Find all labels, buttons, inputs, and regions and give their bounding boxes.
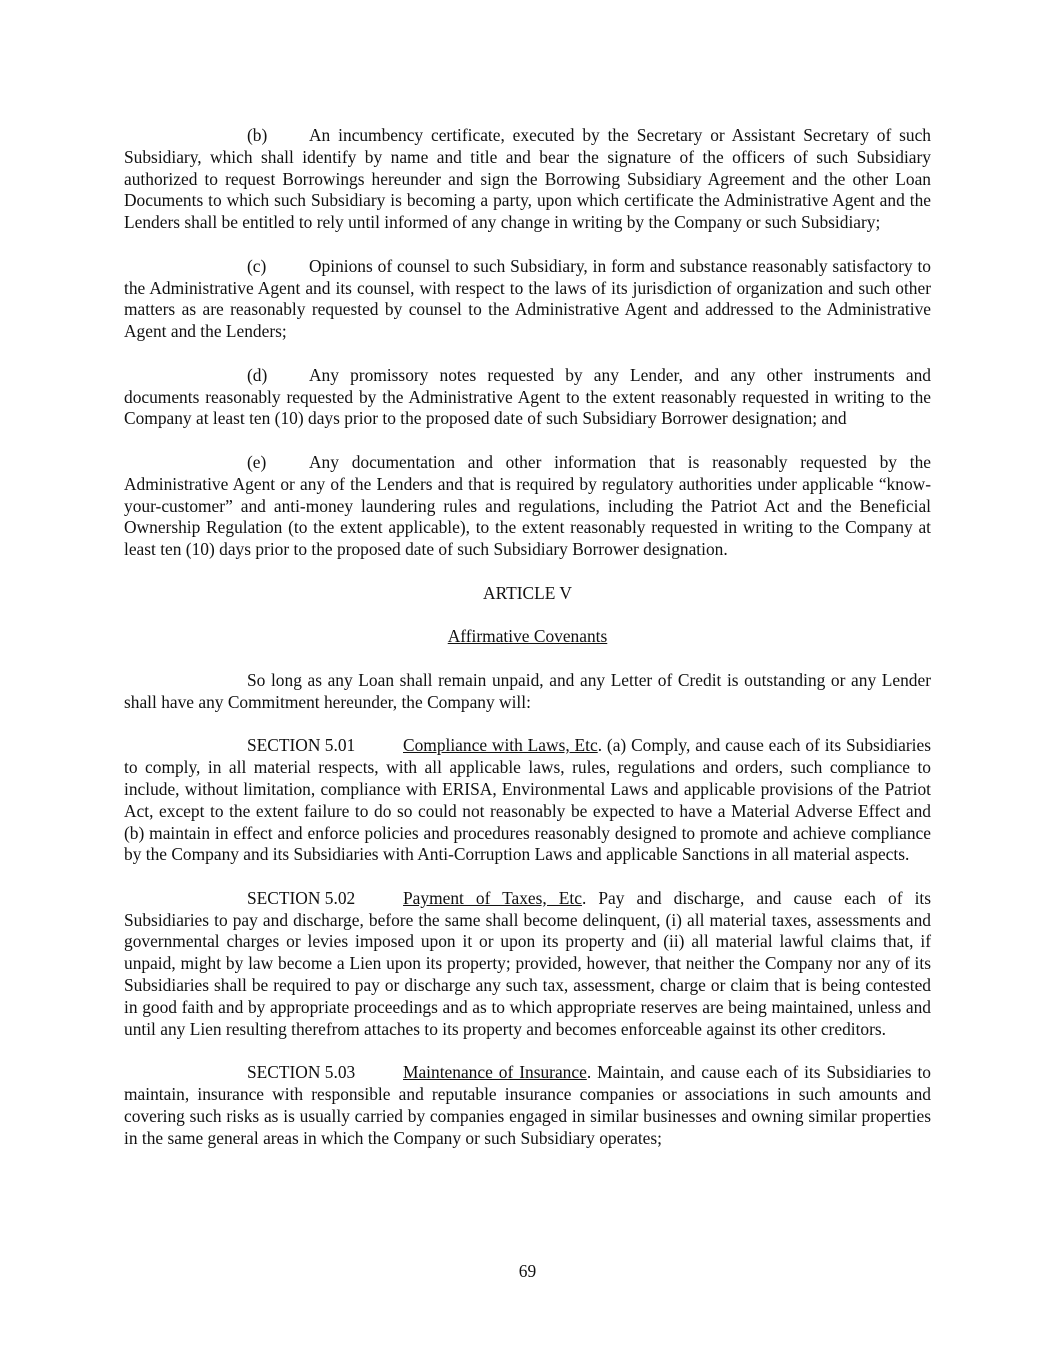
paragraph-b [124, 125, 931, 234]
section-title: Compliance with Laws, Etc [403, 735, 598, 756]
paragraph-e [124, 452, 931, 561]
section-number: SECTION 5.03 [247, 1062, 356, 1083]
article-subtitle: Affirmative Covenants [447, 626, 608, 647]
article-intro [124, 670, 931, 714]
section-5-03 [124, 1062, 931, 1149]
section-5-01 [124, 735, 931, 866]
paragraph-text: Any promissory notes requested by any Lender, and any other instruments and documents reasonably requested by the Administrative Agent to the extent reasonably requested in writing to the Company at least ten (10) days prior to the proposed date of such Subsidiary Borrower designation; and [124, 364, 931, 429]
section-number: SECTION 5.01 [247, 735, 356, 756]
section-title: Maintenance of Insurance [403, 1062, 587, 1083]
section-text: . Pay and discharge, and cause each of its Subsidiaries to pay and discharge, before the same shall become delinquent, (i) all material taxes, assessments and governmental charges or levies imposed upon it or upon its property and (ii) all material lawful claims that, if unpaid, might by law become a Lien upon its property; provided, however, that neither the Company nor any of its Subsidiaries shall be required to pay or discharge any such tax, assessment, charge or claim that is being contested in good faith and by appropriate proceedings and as to which appropriate reserves are being maintained, unless and until any Lien resulting therefrom attaches to its property and becomes enforceable against its other creditors. [124, 887, 931, 1039]
section-number: SECTION 5.02 [247, 887, 356, 908]
section-title: Payment of Taxes, Etc [403, 887, 582, 908]
paragraph-c [124, 256, 931, 343]
document-page [124, 125, 931, 1149]
paragraph-text: Opinions of counsel to such Subsidiary, in form and substance reasonably satisfactory to the Administrative Agent and its counsel, with respect to the laws of its jurisdiction of organization and such other matters as are reasonably requested by counsel to the Administrative Agent and addressed to the Administrative Agent and the Lenders; [124, 255, 931, 342]
paragraph-marker: (b) [247, 125, 268, 145]
paragraph-text: Any documentation and other information that is reasonably requested by the Administrative Agent or any of the Lenders and that is required by regulatory authorities under applicable “know-your-customer” and anti-money laundering rules and regulations, including the Patriot Act and the Beneficial Ownership Regulation (to the extent applicable), to the extent reasonably requested in writing to the Company at least ten (10) days prior to the proposed date of such Subsidiary Borrower designation. [124, 451, 931, 560]
paragraph-marker: (e) [247, 451, 267, 472]
article-intro-text: So long as any Loan shall remain unpaid, and any Letter of Credit is outstanding or any Lender shall have any Commitment hereunder, the Company will: [124, 669, 931, 712]
article-title: ARTICLE V [483, 582, 572, 603]
section-text: . (a) Comply, and cause each of its Subsidiaries to comply, in all material respects, with all applicable laws, rules, regulations and orders, such compliance to include, without limitation, compliance with ERISA, Environmental Laws and applicable provisions of the Patriot Act, except to the extent failure to do so could not reasonably be expected to have a Material Adverse Effect and (b) maintain in effect and enforce policies and procedures reasonably designed to promote and achieve compliance by the Company and its Subsidiaries with Anti-Corruption Laws and applicable Sanctions in all material aspects. [124, 735, 931, 865]
paragraph-marker: (d) [247, 364, 268, 385]
paragraph-d [124, 365, 931, 430]
section-5-02 [124, 888, 931, 1041]
page-number: 69 [518, 1261, 537, 1281]
paragraph-text: An incumbency certificate, executed by the Secretary or Assistant Secretary of such Subsidiary, which shall identify by name and title and bear the signature of the officers of such Subsidiary authorized to request Borrowings hereunder and sign the Borrowing Subsidiary Agreement and the other Loan Documents to which such Subsidiary is becoming a party, upon which certificate the Administrative Agent and the Lenders shall be entitled to rely until informed of any change in writing by the Company or such Subsidiary; [124, 125, 931, 233]
paragraph-marker: (c) [247, 255, 267, 276]
section-text: . Maintain, and cause each of its Subsidiaries to maintain, insurance with responsible and reputable insurance companies or associations in such amounts and covering such risks as is usually carried by companies engaged in similar businesses and owning similar properties in the same general areas in which the Company or such Subsidiary operates; [124, 1062, 931, 1148]
